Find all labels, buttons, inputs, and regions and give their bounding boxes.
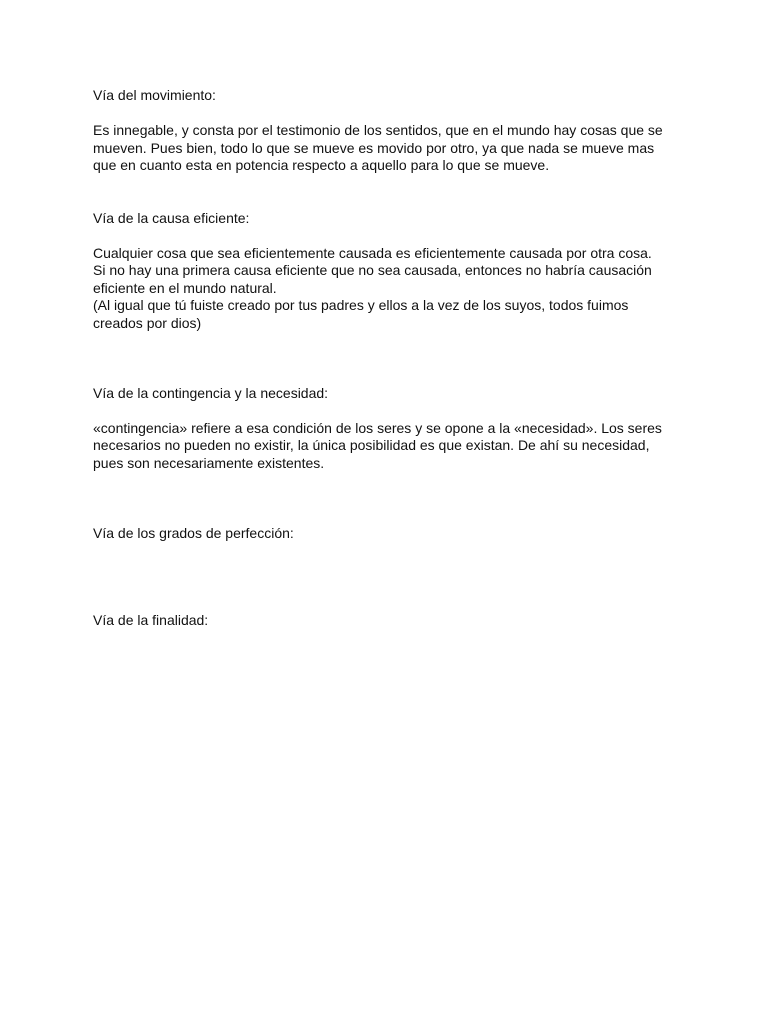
document-page (93, 87, 693, 630)
section-heading-grados-perfeccion: Vía de los grados de perfección: (93, 524, 294, 541)
section-body-causa-eficiente (93, 245, 693, 333)
body-line: mueven. Pues bien, todo lo que se mueve es movido por otro, ya que nada se mueve mas (93, 139, 655, 156)
section-heading-contingencia: Vía de la contingencia y la necesidad: (93, 384, 329, 401)
section-heading-finalidad: Vía de la finalidad: (93, 612, 209, 628)
body-line: necesarios no pueden no existir, la única posibilidad es que existan. De ahí su necesidad, (93, 437, 650, 453)
section-heading-movimiento: Vía del movimiento: (93, 87, 216, 103)
body-line: eficiente en el mundo natural. (93, 279, 277, 296)
body-line: que en cuanto esta en potencia respecto a aquello para lo que se mueve. (93, 157, 550, 173)
body-line: Cualquier cosa que sea eficientemente causada es eficientemente causada por otra cosa. (93, 244, 652, 261)
body-line: Es innegable, y consta por el testimonio de los sentidos, que en el mundo hay cosas que se (93, 122, 663, 138)
body-line: creados por dios) (93, 314, 202, 331)
body-line: «contingencia» refiere a esa condición de los seres y se opone a la «necesidad». Los seres (93, 419, 662, 436)
section-body-contingencia (93, 420, 693, 473)
body-line: (Al igual que tú fuiste creado por tus padres y ellos a la vez de los suyos, todos fuimos (93, 297, 629, 313)
section-heading-causa-eficiente: Vía de la causa eficiente: (93, 209, 250, 226)
section-body-movimiento (93, 122, 693, 175)
body-line: pues son necesariamente existentes. (93, 454, 325, 471)
body-line: Si no hay una primera causa eficiente que no sea causada, entonces no habría causación (93, 262, 652, 278)
